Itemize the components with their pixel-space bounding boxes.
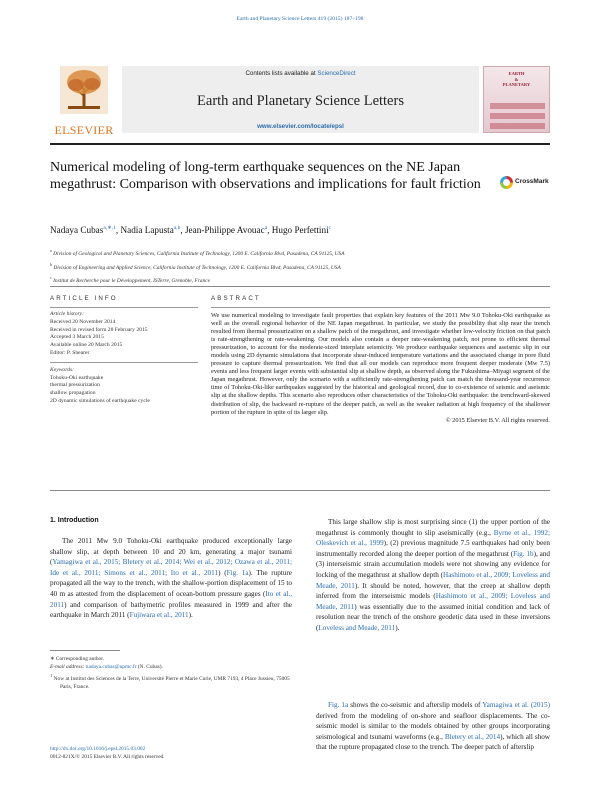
author-name[interactable]: Nadaya Cubas (50, 225, 104, 236)
history-label: Article history: (50, 311, 85, 317)
email-link[interactable]: nadaya.cubas@upmc.fr (85, 664, 137, 671)
running-head[interactable]: Earth and Planetary Science Letters 419 (2015) 187–198 (236, 16, 364, 22)
journal-title: Earth and Planetary Science Letters (197, 93, 404, 109)
footnote-text: Corresponding author. (55, 656, 105, 662)
author-affiliation-mark[interactable]: c (328, 225, 332, 231)
body-text: ). (395, 623, 400, 632)
keyword-list (50, 375, 198, 406)
author-name[interactable]: Nadia Lapusta (120, 225, 174, 236)
author-affiliation-mark[interactable]: a,∗,1 (103, 225, 116, 231)
author-separator: , (267, 225, 272, 236)
history-item: Received in revised form 28 February 2015 (50, 326, 148, 333)
footnote-corresponding (50, 655, 292, 663)
article-identifiers (50, 745, 292, 762)
footnote-email (50, 663, 292, 671)
affiliation-text: Institut de Recherche pour le Développement, ISTerre, Grenoble, France (51, 277, 210, 284)
affiliation-mark: c (50, 275, 52, 281)
affiliation-text: Division of Engineering and Applied Science, California Institute of Technology, 1200 E. California Blvd, Pasadena, CA 91125, USA (52, 264, 341, 271)
affiliation-mark: b (50, 261, 52, 267)
affiliation-list (50, 246, 550, 287)
body-text: ) was essentially due to the assumed initial condition and lack of resolution near the trench of the onshore geodetic data used in these inversions ( (316, 602, 550, 632)
history-item: Accepted 3 March 2015 (50, 334, 104, 341)
footnote-text: Now at Institut des Sciences de la Terre, Université Pierre et Marie Curie, UMR 7193, 4 Place Jussieu, 75005 Paris, France. (53, 675, 290, 690)
intro-paragraph-1 (50, 536, 292, 621)
citation-link[interactable]: Yamagiwa et al., 2015; Bletery et al., 2014; Wei et al., 2012; Ozawa et al., 2011; Ide et al., 2011; Simons et al., 2011; Ito et al., 2011 (50, 558, 292, 577)
contents-prefix: Contents lists available at (245, 70, 316, 77)
doi-link[interactable]: http://dx.doi.org/10.1016/j.epsl.2015.03.002 (50, 746, 146, 752)
cover-title: EARTH & PLANETARY (502, 71, 531, 88)
body-text: ), and (3) interseismic strain accumulation models were not showing any evidence for locking of the megathrust at shallow depth ( (316, 549, 551, 579)
body-text: ). The rupture propagated all the way to the trench, with the shallow-portion displacement of 15 to 40 m as attested from the displacement of ocean-bottom pressure gages ( (50, 568, 292, 598)
citation-link[interactable]: Bletery et al., 2014 (444, 732, 501, 741)
citation-link[interactable]: Hashimoto et al., 2009; Loveless and Meade, 2011 (316, 570, 550, 590)
article-title: Numerical modeling of long-term earthquake sequences on the NE Japan megathrust: Comparison with observations and implications for fault friction (50, 160, 481, 192)
abstract-text: We use numerical modeling to investigate fault properties that explain key features of the 2011 Mw 9.0 Tohoku-Oki earthquake as well as the overall regional behavior of the NE Japan megathrust. In particular, we study the possibility that slip near the trench resulted from thermal pressurization on a shallow patch of the megathrust, and investigate whether low-velocity friction on that patch is rate-strengthening or rate-weakening. Our models also contain a deeper rate-weakening patch, not prone to efficient thermal pressurization, to account for the moderate-sized interplate seismicity. We produce earthquake sequences and aseismic slip in our models using 2D dynamic simulations that incorporate shear-induced temperature variations and the associated change in pore fluid pressure to capture thermal pressurization. We find that all our models can reproduce more frequent deeper moderate (Mw 7.5) events and less frequent larger events with substantial slip at shallow depth, as observed along the Fukushima–Miyagi segment of the Japan megathrust. However, only the scenario with a sufficiently rate-strengthening patch can match the thousand-year recurrence time of Tohoku-Oki-like earthquakes suggested by the historical and geological record, due to co-existence of seismic and aseismic slip at the shallow depths. This scenario also reproduces other characteristics of the Tohoku-Oki earthquake: the trenchward-skewed distribution of slip, the backward re-rupture of the deeper patch, as well as the weaker radiation at high frequency of the shallower portion of the rupture in spite of its larger slip. (211, 312, 550, 416)
citation-link[interactable]: Ito et al., 2011 (50, 589, 292, 609)
crossmark-icon (500, 176, 513, 189)
affiliation-item (50, 260, 550, 274)
email-label: E-mail address: (50, 664, 85, 671)
citation-link[interactable]: Fig. 1b (513, 549, 534, 558)
body-text: This large shallow slip is most surprising since (1) the upper portion of the megathrust is commonly thought to slip aseismically (e.g., (316, 518, 550, 537)
author-list (50, 225, 550, 235)
author-separator: , (115, 225, 121, 236)
abstract-panel (211, 295, 550, 424)
body-text: ), (2) previous magnitude 7.5 earthquakes had only been instrumentally recorded along the deeper portion of the megathrust ( (316, 539, 550, 558)
footnotes (50, 655, 292, 691)
body-text: ), which all show that the rupture propagated close to the trench. The deeper patch of afterslip (316, 732, 550, 752)
body-text: ) ( (218, 568, 227, 577)
banner-divider (50, 143, 550, 145)
footnote-mark: ∗ (50, 656, 55, 662)
author-affiliation-mark[interactable]: a,b (173, 225, 181, 231)
header-divider (50, 286, 550, 287)
author-separator: , (180, 225, 185, 236)
citation-link[interactable]: Fig. 1a (226, 568, 249, 577)
cover-band (490, 113, 545, 119)
article-info-heading: ARTICLE INFO (50, 295, 198, 308)
journal-cover-thumbnail[interactable] (483, 66, 550, 133)
contents-line (122, 70, 479, 77)
body-text: ). (188, 611, 193, 620)
journal-banner (50, 58, 550, 140)
author-name[interactable]: Jean-Philippe Avouac (184, 225, 265, 236)
keyword-item: shallow propagation (50, 390, 96, 397)
elsevier-tree-icon (60, 66, 108, 114)
elsevier-logo[interactable] (50, 66, 118, 136)
footnote-divider (50, 650, 120, 651)
affiliation-item (50, 246, 550, 260)
affiliation-text: Division of Geological and Planetary Sciences, California Institute of Technology, 1200 E. California Blvd, Pasadena, CA 91125, USA (51, 250, 345, 257)
email-suffix: (N. Cubas). (137, 664, 163, 671)
abstract-divider (50, 490, 550, 491)
citation-link[interactable]: Loveless and Meade, 2011 (318, 623, 396, 632)
affiliation-mark: a (50, 248, 52, 253)
history-item: Available online 20 March 2015 (50, 342, 123, 349)
citation-link[interactable]: Byrne et al., 1992; Oleskevich et al., 1999 (316, 528, 550, 548)
cover-band (490, 123, 545, 129)
history-list (50, 319, 198, 358)
citation-link[interactable]: Yamagiwa et al. (2015) (482, 701, 550, 709)
keyword-item: thermal pressurization (50, 382, 100, 389)
abstract-heading: ABSTRACT (211, 295, 550, 308)
author-name[interactable]: Hugo Perfettini (271, 225, 329, 236)
copyright-notice: © 2015 Elsevier B.V. All rights reserved. (445, 416, 550, 424)
author-affiliation-mark[interactable]: a (264, 225, 268, 231)
keywords-label: Keywords: (50, 366, 75, 373)
cover-band (490, 103, 545, 109)
intro-paragraph-3 (316, 700, 550, 753)
issn-line: 0012-821X/© 2015 Elsevier B.V. All rights reserved. (50, 754, 165, 761)
keyword-item: 2D dynamic simulations of earthquake cycle (50, 397, 150, 404)
article-info-panel (50, 295, 198, 406)
article-history (50, 308, 198, 358)
citation-link[interactable]: Fujiwara et al., 2011 (129, 611, 189, 620)
crossmark-label: CrossMark (515, 178, 549, 185)
crossmark-button[interactable] (500, 176, 560, 190)
body-text: ). It should be noted, however, that the creep at shallow depth inferred from the interseismic models ( (316, 581, 550, 601)
citation-link[interactable]: Fig. 1a (328, 701, 349, 709)
history-item: Received 20 November 2014 (50, 318, 116, 325)
body-text: derived from the modeling of on-shore and seafloor displacements. The co-seismic model is similar to the models obtained by other groups incorporating seismological and tsunami waveforms (e.g., (316, 711, 550, 741)
section-heading-introduction: 1. Introduction (50, 517, 99, 524)
intro-paragraph-2 (316, 517, 550, 634)
journal-homepage-link[interactable]: www.elsevier.com/locate/epsl (257, 123, 344, 130)
body-text: The 2011 Mw 9.0 Tohoku-Oki earthquake produced exceptionally large shallow slip, at depth between 10 and 20 km, generating a major tsunami ( (50, 537, 292, 567)
keywords-block (50, 362, 198, 406)
journal-header-box (122, 66, 479, 133)
history-item: Editor: P. Shearer (50, 349, 90, 356)
footnote-mark: 1 (50, 672, 53, 678)
sciencedirect-link[interactable]: ScienceDirect (317, 70, 356, 77)
keyword-item: Tohoku-Oki earthquake (50, 374, 104, 381)
publisher-name: ELSEVIER (54, 123, 114, 137)
affiliation-item (50, 273, 550, 287)
body-text: shows the co-seismic and afterslip models of (348, 701, 483, 709)
footnote-affiliation-note (50, 672, 292, 691)
citation-link[interactable]: Hashimoto et al., 2009; Loveless and Meade, 2011 (316, 592, 551, 611)
body-text: ) and comparison of bathymetric profiles measured in 1999 and after the earthquake in March 2011 ( (50, 600, 292, 620)
